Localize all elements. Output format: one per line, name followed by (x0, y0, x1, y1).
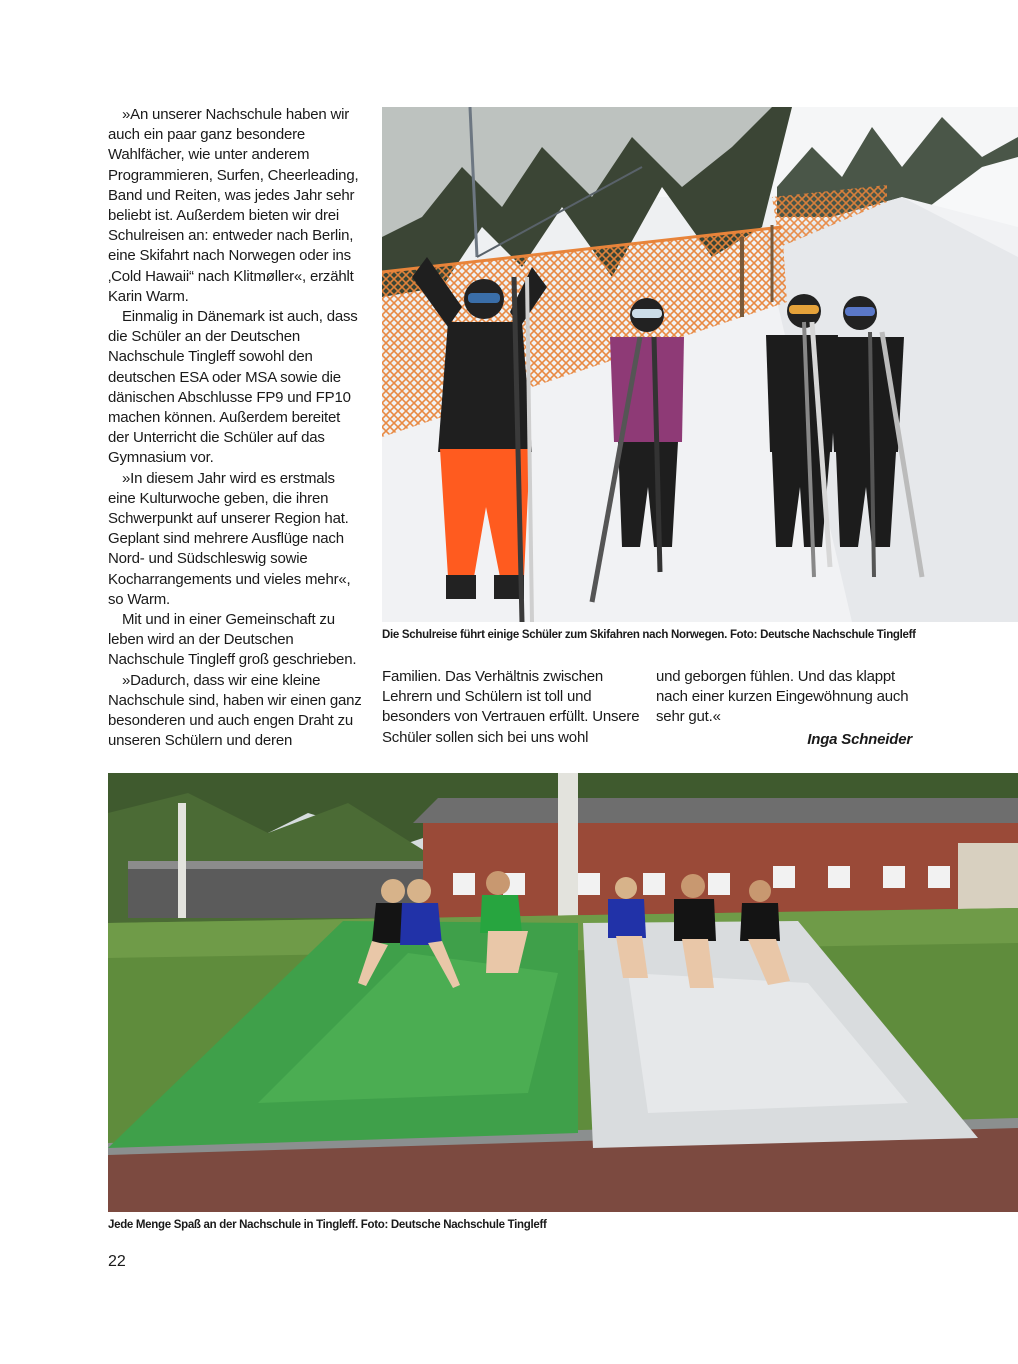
ski-photo-illustration (382, 107, 1018, 622)
article-paragraph: »In diesem Jahr wird es erstmals eine Kulturwoche geben, die ihren Schwerpunkt auf unserer Region hat. Geplant sind mehrere Ausflüge nach Nord- und Südschleswig sowie Kocharrangements und vieles mehr«, so Warm. (108, 469, 351, 608)
page-number: 22 (108, 1253, 126, 1270)
article-paragraph: »An unserer Nachschule haben wir auch ein paar ganz besondere Wahlfächer, wie unter anderem Programmieren, Surfen, Cheerleading, Band und Reiten, was jedes Jahr sehr beliebt ist. Außerdem bieten wir drei Schulreisen an: entweder nach Berlin, eine Skifahrt nach Norwegen oder ins ‚Cold Hawaii“ nach Klitmøller«, erzählt Karin Warm. (108, 106, 359, 305)
ski-trip-photo (382, 107, 1018, 622)
article-column-left (108, 105, 364, 752)
author-byline: Inga Schneider (807, 730, 912, 748)
article-paragraph: »Dadurch, dass wir eine kleine Nachschule sind, haben wir einen ganz besonderen und auch engen Draht zu unseren Schülern und deren (108, 671, 362, 750)
article-column-right (656, 667, 912, 750)
ski-photo-caption: Die Schulreise führt einige Schüler zum Skifahren nach Norwegen. Foto: Deutsche Nachschule Tingleff (382, 629, 916, 641)
girls-right-group (608, 874, 790, 988)
article-paragraph: Einmalig in Dänemark ist auch, dass die Schüler an der Deutschen Nachschule Tingleff sowohl den deutschen ESA oder MSA sowie die dänischen Abschlusse FP9 und FP10 machen können. Außerdem bereitet der Unterricht die Schüler auf das Gymnasium vor. (108, 308, 358, 467)
article-paragraph: und geborgen fühlen. Und das klappt nach einer kurzen Eingewöhnung auch sehr gut.« (656, 668, 909, 726)
slide-photo-caption: Jede Menge Spaß an der Nachschule in Tingleff. Foto: Deutsche Nachschule Tingleff (108, 1219, 547, 1231)
slide-photo-illustration (108, 773, 1018, 1212)
article-column-middle (382, 667, 644, 748)
article-paragraph: Mit und in einer Gemeinschaft zu leben wird an der Deutschen Nachschule Tingleff groß geschrieben. (108, 611, 357, 669)
water-slide-photo (108, 773, 1018, 1212)
article-paragraph: Familien. Das Verhältnis zwischen Lehrern und Schülern ist toll und besonders von Vertrauen erfüllt. Unsere Schüler sollen sich bei uns wohl (382, 668, 640, 746)
